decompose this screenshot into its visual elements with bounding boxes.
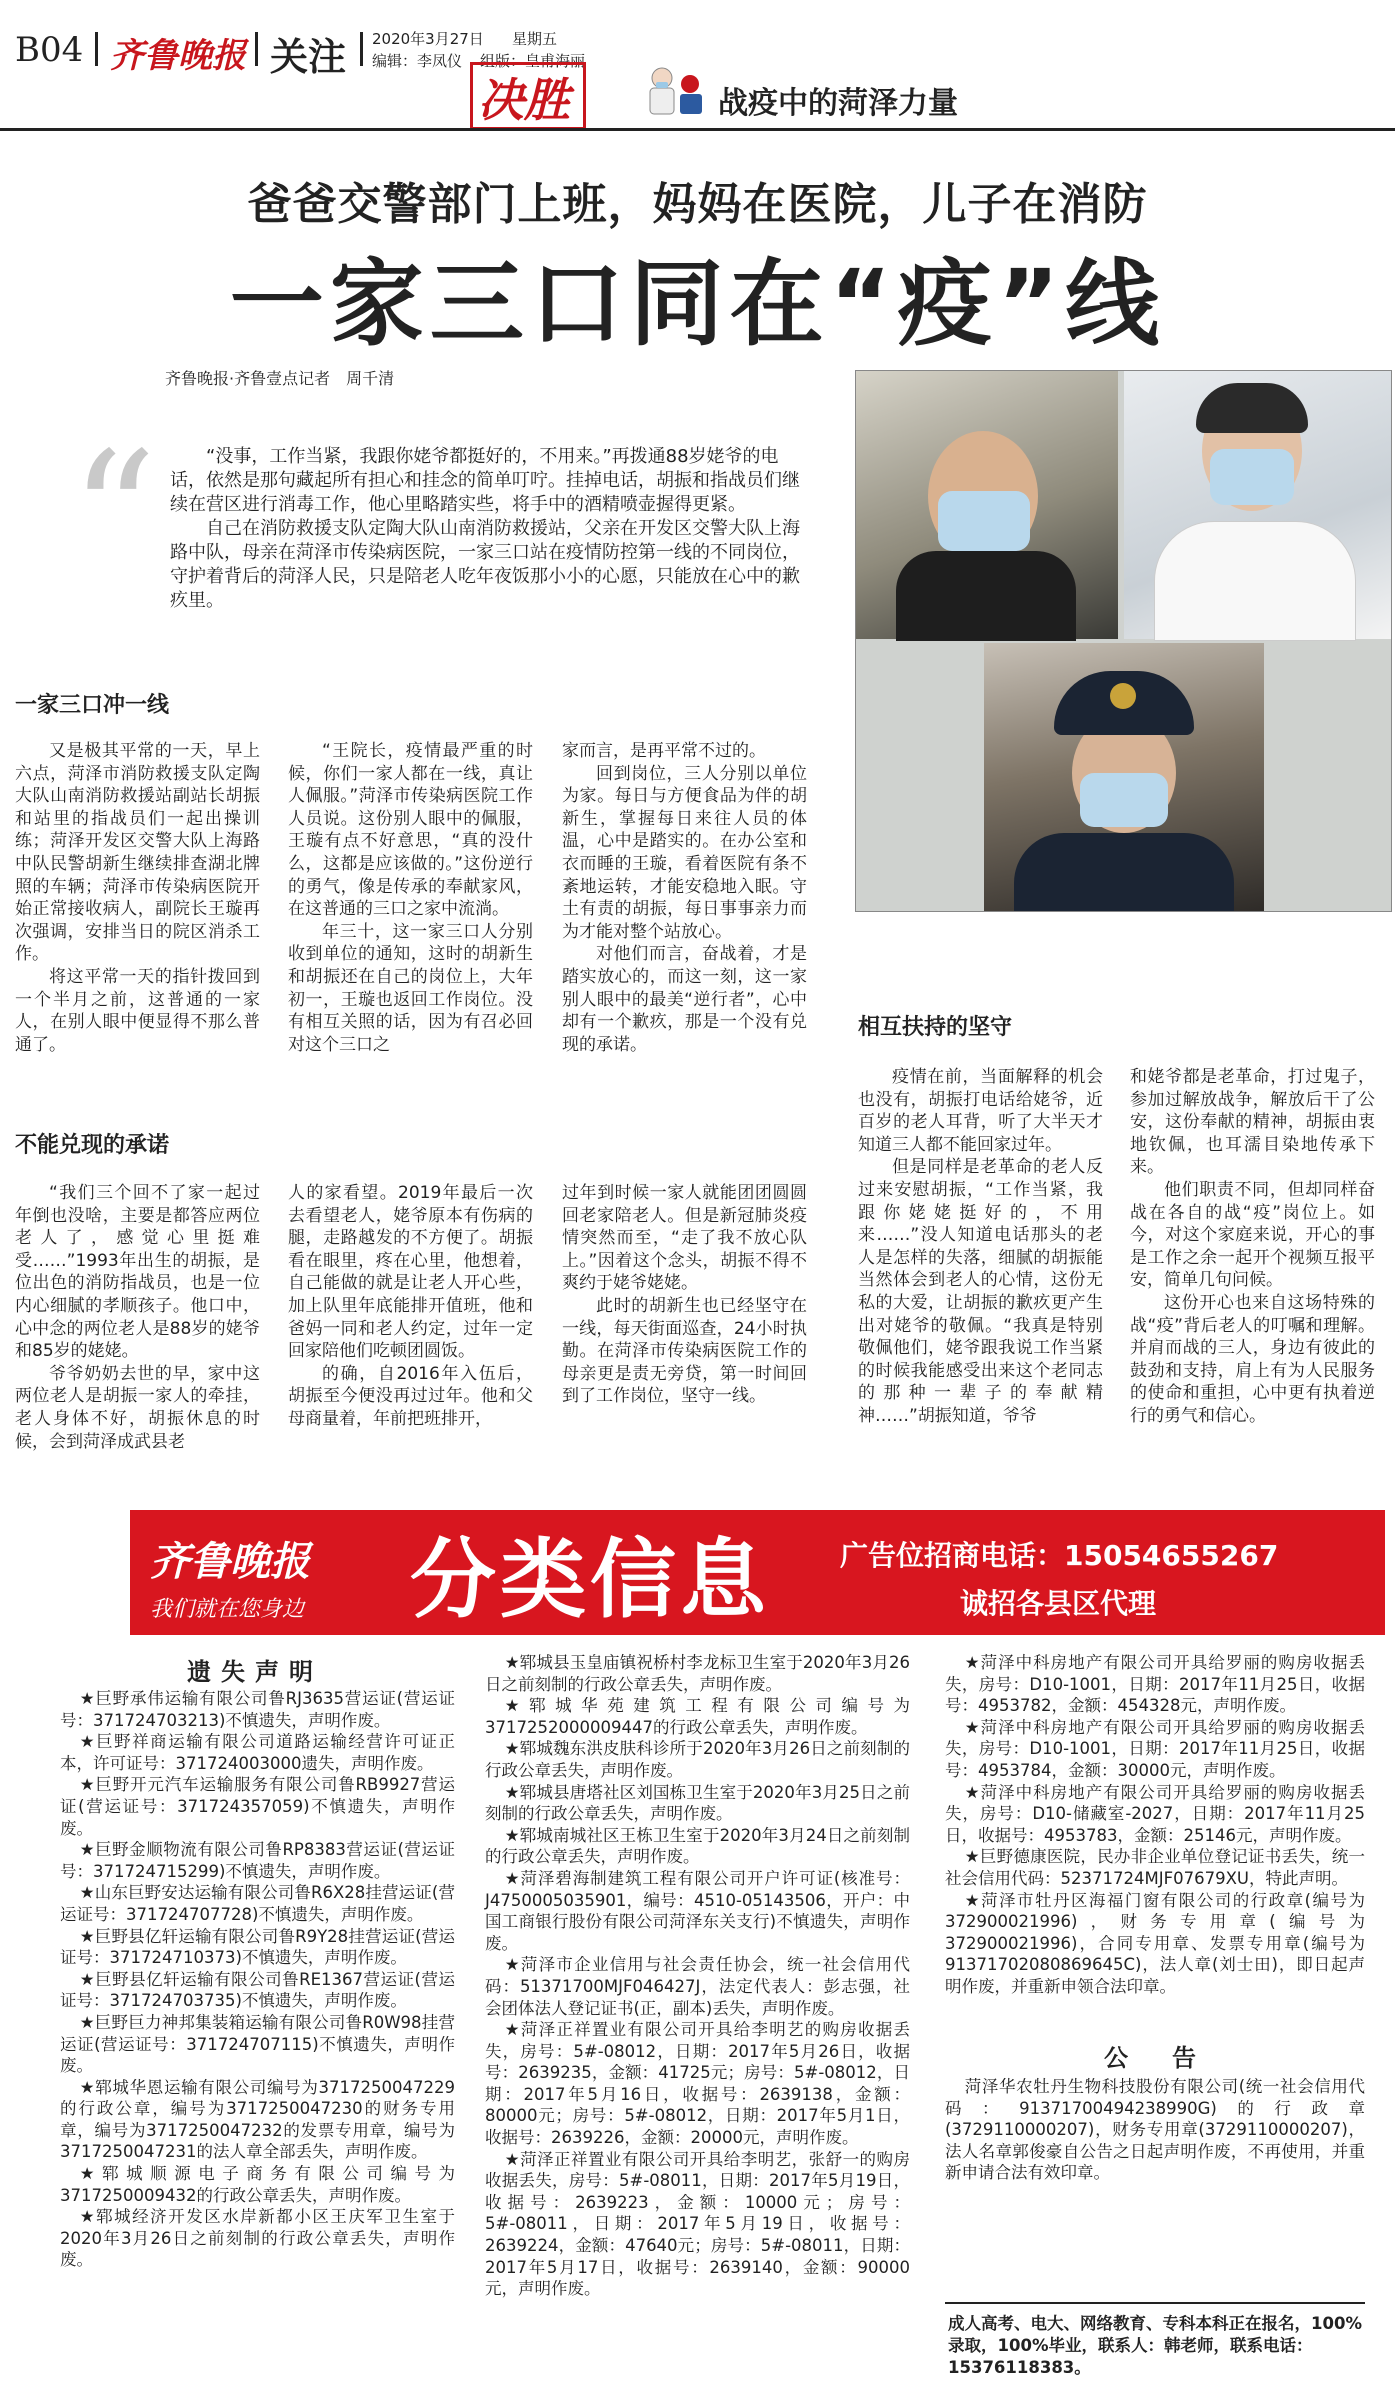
lead-paragraph: 自己在消防救援支队定陶大队山南消防救援站，父亲在开发区交警大队上海路中队，母亲在菏泽市传染病医院，一家三口站在疫情防控第一线的不同岗位，守护着背后的菏泽人民，只是陪老人吃年夜饭那小小的心愿，只能放在心中的歉疚里。 — [170, 518, 800, 611]
ad-agent: 诚招各县区代理 — [960, 1587, 1157, 1620]
ad-brand-logo: 齐鲁晚报 — [150, 1538, 310, 1585]
classified-item: ★巨野县亿轩运输有限公司鲁RE1367营运证(营运证号：371724703735)不慎遗失，声明作废。 — [60, 1969, 455, 2011]
classified-item: ★菏泽正祥置业有限公司开具给李明艺，张舒一的购房收据丢失，房号：5#-08011，日期：2017年5月19日，收据号：2639223，金额：10000元；房号：5#-08011，日期：2017年5月19日，收据号：2639224，金额：47640元；房号：5#-08011，日期：2017年5月17日，收据号：2639140，金额：90000元，声明作废。 — [485, 2149, 910, 2299]
paragraph: 和姥爷都是老革命，打过鬼子，参加过解放战争，解放后干了公安，这份奉献的精神，胡振由衷地钦佩，也耳濡目染地传承下来。 — [1130, 1067, 1375, 1178]
education-ad: 成人高考、电大、网络教育、专科本科正在报名，100%录取，100%毕业，联系人：韩老师，联系电话：15376118383。 — [948, 2314, 1362, 2377]
classified-item: ★郓城华苑建筑工程有限公司编号为3717252000009447的行政公章丢失，声明作废。 — [485, 1696, 910, 1737]
ad-title: 分类信息 — [410, 1530, 770, 1630]
section-heading-1: 一家三口冲一线 — [15, 693, 170, 718]
paragraph: “王院长，疫情最严重的时候，你们一家人都在一线，真让人佩服。”菏泽市传染病医院工作人员说。这份别人眼中的佩服，王璇有点不好意思，“真的没什么，这都是应该做的。”这份逆行的勇气，像是传承的奉献家风，在这普通的三口之家中流淌。 — [288, 741, 533, 920]
classified-item: ★菏泽中科房地产有限公司开具给罗丽的购房收据丢失，房号：D10-1001，日期：2017年11月25日，收据号：4953782，金额：454328元，声明作废。 — [945, 1653, 1365, 1716]
classified-item: ★巨野祥商运输有限公司道路运输经营许可证正本，许可证号：371724003000遗失，声明作废。 — [60, 1732, 455, 1773]
article-subtitle: 爸爸交警部门上班，妈妈在医院，儿子在消防 — [247, 179, 1148, 230]
editor-credit: 编辑：李凤仪 — [372, 52, 463, 70]
classified-item: ★郓城顺源电子商务有限公司编号为3717250009432的行政公章丢失，声明作废。 — [60, 2164, 455, 2205]
photo-father — [856, 371, 1118, 639]
classified-item: ★郓城县玉皇庙镇祝桥村李龙标卫生室于2020年3月26日之前刻制的行政公章丢失，声明作废。 — [485, 1653, 910, 1694]
classified-item: ★巨野县亿轩运输有限公司鲁R9Y28挂营运证(营运证号：371724710373)不慎遗失，声明作废。 — [60, 1926, 455, 1968]
section-heading-3: 相互扶持的坚守 — [858, 1015, 1013, 1040]
article-lead — [170, 445, 800, 613]
byline: 齐鲁晚报·齐鲁壹点记者 周千清 — [165, 369, 395, 388]
body-column — [858, 1066, 1103, 1428]
classified-column — [945, 1652, 1365, 1998]
classified-item: 菏泽华农牡丹生物科技股份有限公司(统一社会信用代码：91371700494238990G)的行政章(3729110000207)，财务专用章(3729110000207)，法人名章郭俊豪自公告之日起声明作废，不再使用，并重新申请合法有效印章。 — [945, 2077, 1365, 2183]
body-column — [562, 740, 807, 1056]
brand-logo: 齐鲁晚报 — [110, 36, 246, 76]
paragraph: 过年到时候一家人就能团团圆圆回老家陪老人。但是新冠肺炎疫情突然而至，“走了我不放心队上。”因着这个念头，胡振不得不爽约于姥爷姥姥。 — [562, 1183, 807, 1294]
paragraph: 他们职责不同，但却同样奋战在各自的战“疫”岗位上。如今，对这个家庭来说，开心的事是工作之余一起开个视频互报平安，简单几句问候。 — [1130, 1179, 1375, 1291]
page-number: B04 — [15, 30, 84, 70]
classified-item: ★郓城南城社区王栋卫生室于2020年3月24日之前刻制的行政公章丢失，声明作废。 — [485, 1825, 910, 1867]
body-column — [1130, 1066, 1375, 1428]
public-notice-heading: 公 告 — [1104, 2044, 1206, 2072]
paragraph: 人的家看望。2019年最后一次去看望老人，姥爷原本有伤病的腿，走路越发的不方便了。胡振看在眼里，疼在心里，他想着，自己能做的就是让老人开心些，加上队里年底能排开值班，他和爸妈一同和老人约定，过年一定回家陪他们吃顿团圆饭。 — [288, 1183, 533, 1362]
public-notice-body — [945, 2076, 1365, 2184]
divider — [95, 32, 98, 66]
classified-column — [60, 1688, 455, 2271]
body-column — [562, 1182, 807, 1408]
photo-mother — [1124, 371, 1391, 639]
header-rule — [0, 128, 1395, 131]
classified-item: ★菏泽中科房地产有限公司开具给罗丽的购房收据丢失，房号：D10-1001，日期：2017年11月25日，收据号：4953784，金额：30000元，声明作废。 — [945, 1717, 1365, 1780]
classified-item: ★山东巨野安达运输有限公司鲁R6X28挂营运证(营运证号：371724707728)不慎遗失，声明作废。 — [60, 1883, 455, 1924]
section-heading-2: 不能兑现的承诺 — [15, 1133, 170, 1158]
body-column — [288, 740, 533, 1056]
layout-credit: 组版：皇甫海丽 — [480, 52, 586, 70]
section-name: 关注 — [270, 35, 347, 79]
divider — [255, 32, 258, 66]
divider — [945, 2302, 1365, 2304]
classified-item: ★巨野承伟运输有限公司鲁RJ3635营运证(营运证号：371724703213)不慎遗失，声明作废。 — [60, 1689, 455, 1730]
paragraph: 爷爷奶奶去世的早，家中这两位老人是胡振一家人的牵挂，老人身体不好，胡振休息的时候，会到菏泽成武县老 — [15, 1363, 260, 1452]
lead-paragraph: “没事，工作当紧，我跟你姥爷都挺好的，不用来。”再拨通88岁姥爷的电话，依然是那句藏起所有担心和挂念的简单叮咛。挂掉电话，胡振和指战员们继续在营区进行消毒工作，他心里略踏实些，将手中的酒精喷壶握得更紧。 — [170, 446, 800, 515]
quote-mark-icon: “ — [70, 416, 157, 614]
paragraph: 回到岗位，三人分别以单位为家。每日与方便食品为伴的胡新生，掌握每日来往人员的体温，心中是踏实的。在办公室和衣而睡的王璇，看着医院有条不紊地运转，才能安稳地入眠。守土有责的胡振，每日事事亲力而为才能对整个站放心。 — [562, 763, 807, 942]
paragraph: 年三十，这一家三口人分别收到单位的通知，这时的胡新生和胡振还在自己的岗位上，大年初一，王璇也返回工作岗位。没有相互关照的话，因为有召必回对这个三口之 — [288, 921, 533, 1055]
classified-item: ★郓城经济开发区水岸新都小区王庆军卫生室于2020年3月26日之前刻制的行政公章丢失，声明作废。 — [60, 2207, 455, 2270]
video-call-photo — [855, 370, 1392, 912]
body-column — [15, 740, 260, 1056]
paragraph: 但是同样是老革命的老人反过来安慰胡振，“工作当紧，我跟你姥姥挺好的，不用来……”没人知道电话那头的老人是怎样的失落，细腻的胡振能当然体会到老人的心情，这份无私的大爱，让胡振的歉疚更产生出对姥爷的敬佩。“我真是特别敬佩他们，姥爷跟我说工作当紧的时候我能感受出来这个老同志的那种一辈子的奉献精神……”胡振知道，爷爷 — [858, 1157, 1103, 1426]
classified-item: ★菏泽中科房地产有限公司开具给罗丽的购房收据丢失，房号：D10-储藏室-2027，日期：2017年11月25日，收据号：4953783，金额：25146元，声明作废。 — [945, 1782, 1365, 1845]
topic-badge: 决胜 — [478, 73, 570, 127]
classified-item: ★郓城魏东洪皮肤科诊所于2020年3月26日之前刻制的行政公章丢失，声明作废。 — [485, 1739, 910, 1780]
classified-item: ★巨野巨力神邦集装箱运输有限公司鲁R0W98挂营运证(营运证号：371724707115)不慎遗失，声明作废。 — [60, 2012, 455, 2076]
classified-item: ★郓城县唐塔社区刘国栋卫生室于2020年3月25日之前刻制的行政公章丢失，声明作废。 — [485, 1782, 910, 1824]
medic-illustration-icon — [640, 62, 710, 117]
issue-date: 2020年3月27日 — [372, 30, 484, 48]
paragraph: 的确，自2016年入伍后，胡振至今便没再过过年。他和父母商量着，年前把班排开， — [288, 1363, 533, 1429]
photo-son — [984, 643, 1264, 911]
body-column — [15, 1182, 260, 1453]
classified-item: ★菏泽碧海制建筑工程有限公司开户许可证(核准号：J4750005035901，编号：4510-05143506，开户：中国工商银行股份有限公司菏泽东关支行)不慎遗失，声明作废。 — [485, 1868, 910, 1953]
paragraph: 这份开心也来自这场特殊的战“疫”背后老人的叮嘱和理解。并肩而战的三人，身边有彼此的鼓劲和支持，肩上有为人民服务的使命和重担，心中更有执着逆行的勇气和信心。 — [1130, 1292, 1375, 1426]
classified-item: ★郓城华恩运输有限公司编号为3717250047229的行政公章，编号为3717250047230的财务专用章，编号为3717250047232的发票专用章，编号为3717250047231的法人章全部丢失，声明作废。 — [60, 2077, 455, 2162]
paragraph: 此时的胡新生也已经坚守在一线，每天街面巡查，24小时执勤。在菏泽市传染病医院工作的母亲更是责无旁贷，第一时间回到了工作岗位，坚守一线。 — [562, 1295, 807, 1407]
ad-phone: 广告位招商电话：15054655267 — [840, 1539, 1279, 1572]
classified-item: ★菏泽市企业信用与社会责任协会，统一社会信用代码：51371700MJF046427J，法定代表人：彭志强，社会团体法人登记证书(正，副本)丢失，声明作废。 — [485, 1955, 910, 2018]
classified-item: ★巨野金顺物流有限公司鲁RP8383营运证(营运证号：371724715299)不慎遗失，声明作废。 — [60, 1840, 455, 1881]
article-title: 一家三口同在“疫”线 — [229, 250, 1166, 359]
paragraph: 将这平常一天的指针拨回到一个半月之前，这普通的一家人，在别人眼中便显得不那么普通了。 — [15, 966, 260, 1055]
classified-item: ★菏泽市牡丹区海福门窗有限公司的行政章(编号为372900021996)，财务专用章(编号为372900021996)，合同专用章、发票专用章(编号为91371702080869645C)，法人章(刘士田)，即日起声明作废，并重新申领合法印章。 — [945, 1890, 1365, 1996]
classified-item: ★菏泽正祥置业有限公司开具给李明艺的购房收据丢失，房号：5#-08012，日期：2017年5月26日，收据号：2639235，金额：41725元；房号：5#-08012，日期：2017年5月16日，收据号：2639138，金额：80000元；房号：5#-08012，日期：2017年5月1日，收据号：2639226，金额：20000元，声明作废。 — [485, 2020, 910, 2148]
divider — [360, 32, 363, 66]
classified-column — [485, 1652, 910, 2300]
issue-weekday: 星期五 — [512, 30, 558, 48]
ad-slogan: 我们就在您身边 — [150, 1597, 305, 1622]
paragraph: 对他们而言，奋战着，才是踏实放心的，而这一刻，这一家别人眼中的最美“逆行者”，心中却有一个歉疚，那是一个没有兑现的承诺。 — [562, 944, 807, 1055]
topic-title: 战疫中的菏泽力量 — [718, 86, 958, 121]
classified-item: ★巨野德康医院，民办非企业单位登记证书丢失，统一社会信用代码：52371724MJF07679XU，特此声明。 — [945, 1847, 1365, 1888]
paragraph: 又是极其平常的一天，早上六点，菏泽市消防救援支队定陶大队山南消防救援站副站长胡振和站里的指战员们一起出操训练；菏泽开发区交警大队上海路中队民警胡新生继续排查湖北牌照的车辆；菏泽市传染病医院开始正常接收病人，副院长王璇再次强调，安排当日的院区消杀工作。 — [15, 741, 260, 965]
lost-notice-heading: 遗失声明 — [187, 1658, 323, 1686]
body-column — [288, 1182, 533, 1431]
classified-item: ★巨野开元汽车运输服务有限公司鲁RB9927营运证(营运证号：371724357059)不慎遗失，声明作废。 — [60, 1775, 455, 1838]
paragraph: “我们三个回不了家一起过年倒也没啥，主要是都答应两位老人了，感觉心里挺难受……”1993年出生的胡振，是位出色的消防指战员，也是一位内心细腻的孝顺孩子。他口中，心中念的两位老人是88岁的姥爷和85岁的姥姥。 — [15, 1183, 260, 1362]
paragraph: 疫情在前，当面解释的机会也没有，胡振打电话给姥爷，近百岁的老人耳背，听了大半天才知道三人都不能回家过年。 — [858, 1067, 1103, 1155]
paragraph: 家而言，是再平常不过的。 — [562, 741, 766, 761]
